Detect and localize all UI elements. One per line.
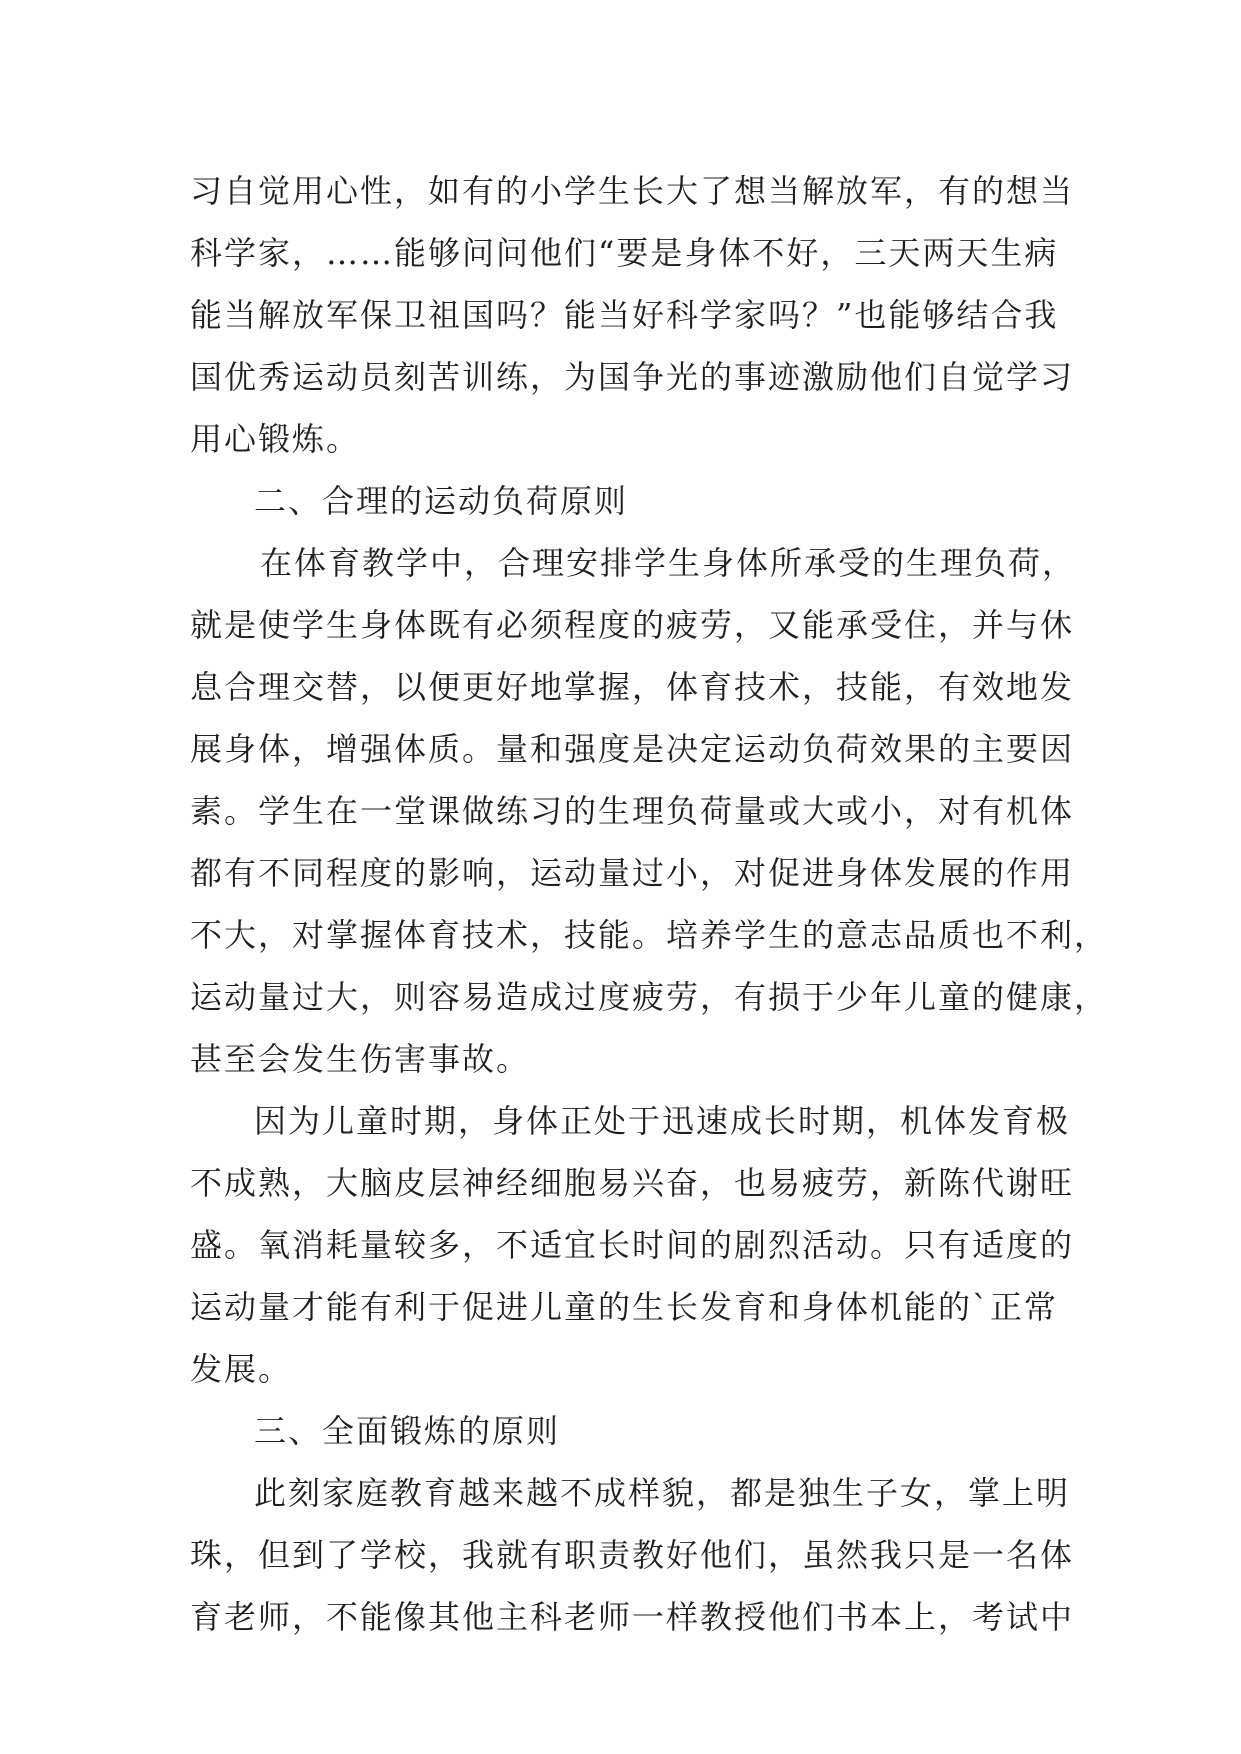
paragraph-line: 甚至会发生伤害事故。 <box>190 1040 531 1078</box>
paragraph-line: 展身体，增强体质。量和强度是决定运动负荷效果的主要因 <box>190 730 1075 768</box>
paragraph-line: 用心锻炼。 <box>190 420 361 458</box>
paragraph-line: 习自觉用心性，如有的小学生长大了想当解放军，有的想当 <box>190 172 1075 210</box>
paragraph-line: 育老师，不能像其他主科老师一样教授他们书本上，考试中 <box>190 1598 1075 1636</box>
section-heading: 二、合理的运动负荷原则 <box>254 482 629 520</box>
section-heading: 三、全面锻炼的原则 <box>254 1412 561 1450</box>
paragraph-line: 不成熟，大脑皮层神经细胞易兴奋，也易疲劳，新陈代谢旺 <box>190 1164 1075 1202</box>
paragraph-line: 盛。氧消耗量较多，不适宜长时间的剧烈活动。只有适度的 <box>190 1226 1075 1264</box>
paragraph-line: 此刻家庭教育越来越不成样貌，都是独生子女，掌上明 <box>254 1474 1071 1512</box>
paragraph-line: 发展。 <box>190 1350 293 1388</box>
paragraph-line: 科学家，……能够问问他们“要是身体不好，三天两天生病 <box>190 234 1059 272</box>
paragraph-line: 不大，对掌握体育技术，技能。培养学生的意志品质也不利， <box>190 916 1109 954</box>
paragraph-line: 因为儿童时期，身体正处于迅速成长时期，机体发育极 <box>254 1102 1071 1140</box>
paragraph-line: 运动量过大，则容易造成过度疲劳，有损于少年儿童的健康， <box>190 978 1109 1016</box>
paragraph-line: 能当解放军保卫祖国吗？能当好科学家吗？”也能够结合我 <box>190 296 1059 334</box>
paragraph-line: 珠，但到了学校，我就有职责教好他们，虽然我只是一名体 <box>190 1536 1075 1574</box>
paragraph-line: 运动量才能有利于促进儿童的生长发育和身体机能的`正常 <box>190 1288 1059 1326</box>
paragraph-line: 在体育教学中，合理安排学生身体所承受的生理负荷， <box>260 544 1077 582</box>
document-body <box>190 160 1109 1648</box>
paragraph-line: 就是使学生身体既有必须程度的疲劳，又能承受住，并与休 <box>190 606 1075 644</box>
paragraph-line: 素。学生在一堂课做练习的生理负荷量或大或小，对有机体 <box>190 792 1075 830</box>
paragraph-line: 国优秀运动员刻苦训练，为国争光的事迹激励他们自觉学习 <box>190 358 1075 396</box>
paragraph-line: 都有不同程度的影响，运动量过小，对促进身体发展的作用 <box>190 854 1075 892</box>
paragraph-line: 息合理交替，以便更好地掌握，体育技术，技能，有效地发 <box>190 668 1075 706</box>
